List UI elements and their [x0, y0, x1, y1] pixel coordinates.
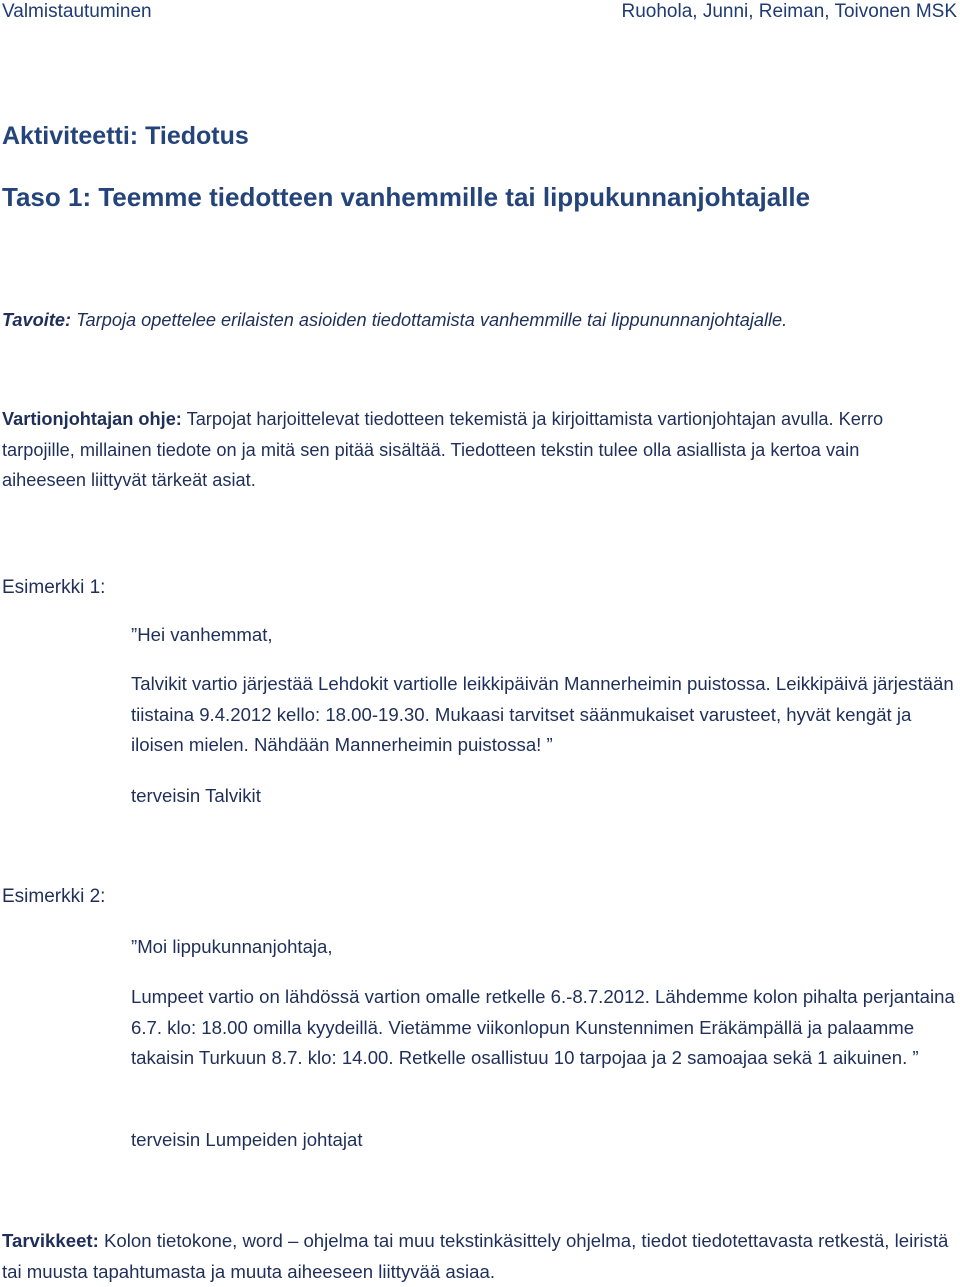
goal-text: Tarpoja opettelee erilaisten asioiden tiedottamista vanhemmille tai lippununnanjohtajalle. — [71, 310, 788, 330]
activity-title: Aktiviteetti: Tiedotus — [2, 122, 249, 150]
example2-body: Lumpeet vartio on lähdössä vartion omalle retkelle 6.-8.7.2012. Lähdemme kolon pihalta perjantaina 6.7. klo: 18.00 omilla kyydeillä. Vietämme viikonlopun Kunstennimen Eräkämpällä ja palaamme takaisin Turkuun 8.7. klo: 14.00. Retkelle osallistuu 10 tarpojaa ja 2 samoajaa sekä 1 aikuinen. ” — [131, 986, 955, 1068]
example1-body: Talvikit vartio järjestää Lehdokit vartiolle leikkipäivän Mannerheimin puistossa. Leikkipäivä järjestään tiistaina 9.4.2012 kello: 18.00-19.30. Mukaasi tarvitset säänmukaiset varusteet, hyvät kengät ja iloisen mielen. Nähdään Mannerheimin puistossa! ” — [131, 673, 954, 755]
example2-title: Esimerkki 2: — [2, 886, 106, 907]
supplies-label: Tarvikkeet: — [2, 1230, 99, 1251]
goal-label: Tavoite: — [2, 310, 72, 330]
example2-signature: terveisin Lumpeiden johtajat — [131, 1129, 363, 1150]
goal-paragraph — [2, 305, 947, 336]
level-title: Taso 1: Teemme tiedotteen vanhemmille tai lippukunnanjohtajalle — [2, 182, 811, 212]
example2-greeting: ”Moi lippukunnanjohtaja, — [131, 936, 333, 957]
guide-text: Tarpojat harjoittelevat tiedotteen tekemistä ja kirjoittamista vartionjohtajan avulla. Kerro tarpojille, millainen tiedote on ja mitä sen pitää sisältää. Tiedotteen tekstin tulee olla asiallista ja kertoa vain aiheeseen liittyvät tärkeät asiat. — [2, 409, 884, 490]
example1-signature: terveisin Talvikit — [131, 785, 261, 806]
header-left: Valmistautuminen — [2, 1, 152, 22]
guide-paragraph — [2, 404, 947, 496]
example1-title: Esimerkki 1: — [2, 577, 106, 598]
supplies-paragraph — [2, 1226, 957, 1287]
example1-greeting: ”Hei vanhemmat, — [131, 624, 273, 645]
header-right: Ruohola, Junni, Reiman, Toivonen MSK — [621, 1, 957, 22]
guide-label: Vartionjohtajan ohje: — [2, 409, 182, 429]
supplies-text: Kolon tietokone, word – ohjelma tai muu tekstinkäsittely ohjelma, tiedot tiedotettavasta retkestä, leiristä tai muusta tapahtumasta ja muuta aiheeseen liittyvää asiaa. — [2, 1230, 949, 1282]
